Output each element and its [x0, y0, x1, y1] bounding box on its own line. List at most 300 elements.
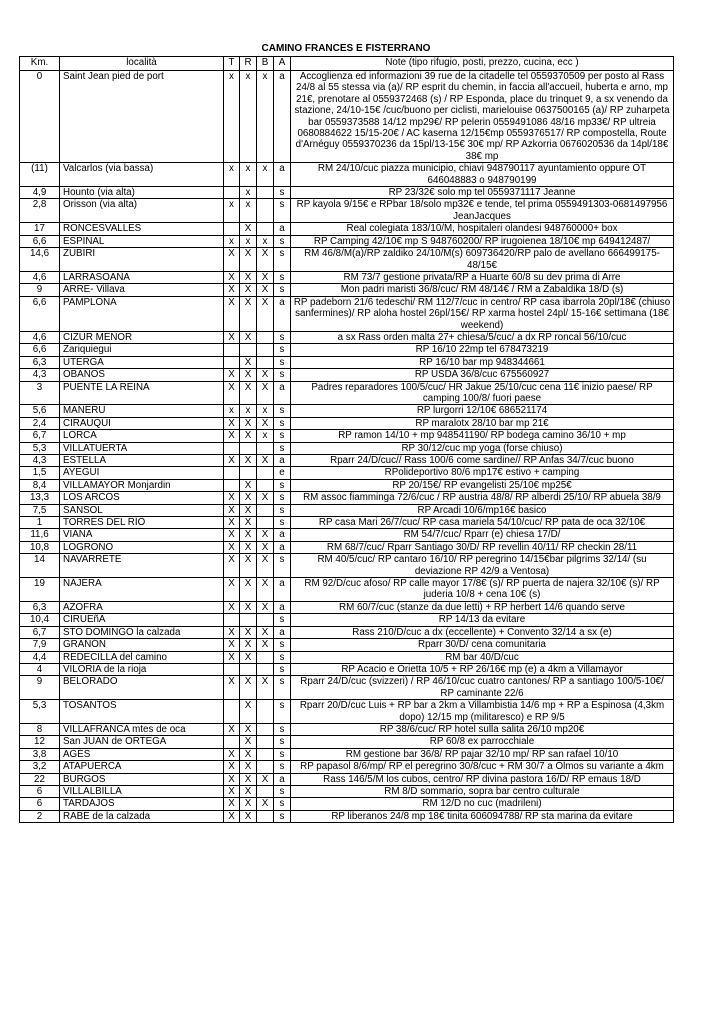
t-cell: [224, 663, 240, 675]
t-cell: [224, 736, 240, 748]
note-cell: RP casa Mari 26/7/cuc/ RP casa mariela 54/10/cuc/ RP pata de oca 32/10€: [291, 517, 674, 529]
table-row: [20, 235, 674, 247]
r-cell: x: [240, 187, 257, 199]
b-cell: x: [257, 430, 274, 442]
t-cell: X: [224, 381, 240, 405]
b-cell: [257, 223, 274, 235]
document-page: [19, 42, 673, 823]
table-row: [20, 761, 674, 773]
note-cell: Rass 146/5/M los cubos, centro/ RP divina pastora 16/D/ RP emaus 18/D: [291, 773, 674, 785]
a-cell: s: [274, 369, 291, 381]
header-localita: località: [60, 57, 224, 71]
header-r: R: [240, 57, 257, 71]
a-cell: s: [274, 639, 291, 651]
localita-cell: ATAPUERCA: [60, 761, 224, 773]
localita-cell: REDECILLA del camino: [60, 651, 224, 663]
localita-cell: VILLALBILLA: [60, 785, 224, 797]
t-cell: [224, 356, 240, 368]
r-cell: X: [240, 479, 257, 491]
r-cell: X: [240, 517, 257, 529]
document-title: CAMINO FRANCES E FISTERRANO: [261, 43, 431, 54]
header-km: Km.: [20, 57, 60, 71]
localita-cell: BELORADO: [60, 676, 224, 700]
a-cell: a: [274, 381, 291, 405]
t-cell: X: [224, 504, 240, 516]
note-cell: Accoglienza ed informazioni 39 rue de la citadelle tel 0559370509 per posto al Rass 24/8 al 55 stessa via (a)/ RP esprit du chemin, in faccia all'accueil, huberta e arno, mp 21€, prenotare al 0559372468 (s) / RP Esponda, place du trinquet 9, a sx venendo da stazione, 24/10-15€ /cuc/buono per ciclisti, marielouise 0637500165 (a)/ RP zuharpeta bar 0559373588 14/12 mp29€/ RP pelerin 0559491086 48/16 mp33€/ RP ultreia 0680884622 15/15-20€ / AC kaserna 12/15€mp 0559376517/ RP compostella, Route d'Arnéguy 0559370236 da 15pl/13-15€ 30€ mp/ RP Azkorria 0676020536 da 14pl/18€ 38€ mp: [291, 71, 674, 163]
r-cell: X: [240, 296, 257, 331]
localita-cell: Zariquiegui: [60, 344, 224, 356]
r-cell: [240, 663, 257, 675]
header-b: B: [257, 57, 274, 71]
b-cell: [257, 187, 274, 199]
r-cell: X: [240, 455, 257, 467]
localita-cell: UTERGA: [60, 356, 224, 368]
t-cell: [224, 187, 240, 199]
a-cell: s: [274, 736, 291, 748]
note-cell: RPolideportivo 80/6 mp17€ estivo + camping: [291, 467, 674, 479]
t-cell: X: [224, 785, 240, 797]
localita-cell: AZOFRA: [60, 601, 224, 613]
note-cell: RM assoc fiamminga 72/6/cuc / RP austria 48/8/ RP alberdi 25/10/ RP abuela 38/9: [291, 492, 674, 504]
table-row: [20, 578, 674, 602]
km-cell: 6,3: [20, 356, 60, 368]
t-cell: X: [224, 798, 240, 810]
km-cell: 19: [20, 578, 60, 602]
table-row: [20, 271, 674, 283]
t-cell: [224, 223, 240, 235]
b-cell: [257, 785, 274, 797]
a-cell: s: [274, 356, 291, 368]
note-cell: RP Camping 42/10€ mp S 948760200/ RP irugoienea 18/10€ mp 649412487/: [291, 235, 674, 247]
camino-table: [19, 56, 674, 823]
a-cell: s: [274, 614, 291, 626]
b-cell: X: [257, 417, 274, 429]
table-row: [20, 163, 674, 187]
localita-cell: NÁJERA: [60, 578, 224, 602]
km-cell: 1: [20, 517, 60, 529]
a-cell: s: [274, 761, 291, 773]
b-cell: X: [257, 554, 274, 578]
t-cell: x: [224, 199, 240, 223]
r-cell: x: [240, 235, 257, 247]
r-cell: X: [240, 504, 257, 516]
b-cell: [257, 663, 274, 675]
table-row: [20, 798, 674, 810]
table-row: [20, 417, 674, 429]
table-row: [20, 676, 674, 700]
b-cell: [257, 761, 274, 773]
note-cell: RM 60/7/cuc (stanze da due letti) + RP herbert 14/6 quando serve: [291, 601, 674, 613]
km-cell: 2,4: [20, 417, 60, 429]
t-cell: [224, 479, 240, 491]
note-cell: RM 40/5/cuc/ RP cantaro 16/10/ RP peregrino 14/15€bar pilgrims 32/14/ (su deviazione RP 42/9 a Ventosa): [291, 554, 674, 578]
localita-cell: LOS ARCOS: [60, 492, 224, 504]
t-cell: X: [224, 492, 240, 504]
b-cell: X: [257, 541, 274, 553]
table-row: [20, 517, 674, 529]
km-cell: 11,6: [20, 529, 60, 541]
table-row: [20, 504, 674, 516]
b-cell: [257, 736, 274, 748]
b-cell: X: [257, 271, 274, 283]
a-cell: s: [274, 798, 291, 810]
note-cell: RM 92/D/cuc afoso/ RP calle mayor 17/8€ (s)/ RP puerta de najera 32/10€ (s)/ RP juderia 10/8 + cena 10€ (s): [291, 578, 674, 602]
a-cell: s: [274, 651, 291, 663]
note-cell: RP 60/8 ex parrocchiale: [291, 736, 674, 748]
a-cell: a: [274, 223, 291, 235]
t-cell: X: [224, 271, 240, 283]
a-cell: s: [274, 785, 291, 797]
km-cell: 14: [20, 554, 60, 578]
t-cell: x: [224, 405, 240, 417]
note-cell: RM 8/D sommario, sopra bar centro culturale: [291, 785, 674, 797]
note-cell: RP maralotx 28/10 bar mp 21€: [291, 417, 674, 429]
localita-cell: BURGOS: [60, 773, 224, 785]
localita-cell: ESPINAL: [60, 235, 224, 247]
localita-cell: CIZUR MENOR: [60, 331, 224, 343]
localita-cell: RONCESVALLES: [60, 223, 224, 235]
r-cell: X: [240, 541, 257, 553]
km-cell: 4,9: [20, 187, 60, 199]
note-cell: Real colegiata 183/10/M, hospitaleri olandesi 948760000+ box: [291, 223, 674, 235]
table-row: [20, 748, 674, 760]
b-cell: [257, 614, 274, 626]
r-cell: X: [240, 248, 257, 272]
km-cell: 5,6: [20, 405, 60, 417]
b-cell: X: [257, 578, 274, 602]
note-cell: RP padeborn 21/6 tedeschi/ RM 112/7/cuc in centro/ RP casa ibarrola 20pl/18€ (chiuso sanfermines)/ RP aloha hostel 26pl/15€/ RP xarma hostel 24pl/ 15-16€ settimana (18€ weekend): [291, 296, 674, 331]
t-cell: X: [224, 748, 240, 760]
km-cell: 8: [20, 723, 60, 735]
note-cell: RP lurgorri 12/10€ 686521174: [291, 405, 674, 417]
b-cell: X: [257, 773, 274, 785]
km-cell: 4,3: [20, 455, 60, 467]
t-cell: x: [224, 163, 240, 187]
localita-cell: STO DOMINGO la calzada: [60, 626, 224, 638]
r-cell: x: [240, 199, 257, 223]
r-cell: X: [240, 773, 257, 785]
localita-cell: AGÉS: [60, 748, 224, 760]
t-cell: X: [224, 296, 240, 331]
a-cell: s: [274, 187, 291, 199]
km-cell: 22: [20, 773, 60, 785]
r-cell: x: [240, 405, 257, 417]
table-row: [20, 529, 674, 541]
km-cell: 2: [20, 810, 60, 822]
t-cell: X: [224, 417, 240, 429]
t-cell: [224, 442, 240, 454]
localita-cell: San JUAN de ORTEGA: [60, 736, 224, 748]
note-cell: RP 16/10 22mp tel 678473219: [291, 344, 674, 356]
r-cell: X: [240, 284, 257, 296]
localita-cell: AYEGUI: [60, 467, 224, 479]
table-row: [20, 614, 674, 626]
r-cell: X: [240, 748, 257, 760]
km-cell: 13,3: [20, 492, 60, 504]
t-cell: X: [224, 517, 240, 529]
b-cell: X: [257, 676, 274, 700]
t-cell: [224, 700, 240, 724]
km-cell: 6,6: [20, 235, 60, 247]
table-row: [20, 296, 674, 331]
table-row: [20, 479, 674, 491]
a-cell: s: [274, 199, 291, 223]
t-cell: X: [224, 601, 240, 613]
b-cell: [257, 517, 274, 529]
a-cell: s: [274, 331, 291, 343]
km-cell: 4,3: [20, 369, 60, 381]
km-cell: 6,7: [20, 430, 60, 442]
r-cell: X: [240, 381, 257, 405]
a-cell: s: [274, 479, 291, 491]
km-cell: 6,6: [20, 296, 60, 331]
a-cell: s: [274, 235, 291, 247]
note-cell: RP liberanos 24/8 mp 18€ tinita 606094788/ RP sta marina da evitare: [291, 810, 674, 822]
r-cell: X: [240, 626, 257, 638]
table-row: [20, 331, 674, 343]
km-cell: 8,4: [20, 479, 60, 491]
localita-cell: LORCA: [60, 430, 224, 442]
km-cell: 4,4: [20, 651, 60, 663]
a-cell: s: [274, 284, 291, 296]
note-cell: RP Acacio e Orietta 10/5 + RP 26/16€ mp (e) a 4km a Villamayor: [291, 663, 674, 675]
a-cell: s: [274, 271, 291, 283]
note-cell: RP 23/32€ solo mp tel 0559371117 Jeanne: [291, 187, 674, 199]
a-cell: a: [274, 163, 291, 187]
note-cell: RP 30/12/cuc mp yoga (forse chiuso): [291, 442, 674, 454]
note-cell: RM 46/8/M(a)/RP zaldiko 24/10/M(s) 609736420/RP palo de avellano 666499175- 48/15€: [291, 248, 674, 272]
a-cell: s: [274, 405, 291, 417]
localita-cell: GRAÑÓN: [60, 639, 224, 651]
note-cell: Rparr 30/D/ cena comunitaria: [291, 639, 674, 651]
km-cell: 5,3: [20, 700, 60, 724]
b-cell: X: [257, 529, 274, 541]
b-cell: [257, 723, 274, 735]
r-cell: X: [240, 676, 257, 700]
header-note: Note (tipo rifugio, posti, prezzo, cucina, ecc ): [291, 57, 674, 71]
table-row: [20, 492, 674, 504]
table-row: [20, 199, 674, 223]
a-cell: s: [274, 248, 291, 272]
r-cell: [240, 614, 257, 626]
b-cell: [257, 479, 274, 491]
t-cell: X: [224, 626, 240, 638]
b-cell: X: [257, 626, 274, 638]
km-cell: 2,8: [20, 199, 60, 223]
r-cell: [240, 442, 257, 454]
a-cell: a: [274, 626, 291, 638]
t-cell: [224, 467, 240, 479]
table-row: [20, 723, 674, 735]
b-cell: X: [257, 248, 274, 272]
note-cell: RP ramon 14/10 + mp 948541190/ RP bodega camino 36/10 + mp: [291, 430, 674, 442]
b-cell: [257, 810, 274, 822]
note-cell: a sx Rass orden malta 27+ chiesa/5/cuc/ a dx RP roncal 56/10/cuc: [291, 331, 674, 343]
table-row: [20, 736, 674, 748]
t-cell: X: [224, 331, 240, 343]
table-row: [20, 700, 674, 724]
km-cell: 4,6: [20, 271, 60, 283]
note-cell: RP kayola 9/15€ e RPbar 18/solo mp32€ e tende, tel prima 0559491303-0681497956 JeanJacques: [291, 199, 674, 223]
localita-cell: Saint Jean pied de port: [60, 71, 224, 163]
t-cell: X: [224, 773, 240, 785]
localita-cell: VILLAMAYOR Monjardin: [60, 479, 224, 491]
b-cell: X: [257, 455, 274, 467]
r-cell: X: [240, 430, 257, 442]
a-cell: a: [274, 71, 291, 163]
r-cell: X: [240, 798, 257, 810]
km-cell: 4,6: [20, 331, 60, 343]
localita-cell: Orisson (via alta): [60, 199, 224, 223]
t-cell: x: [224, 71, 240, 163]
localita-cell: ARRE- Villava: [60, 284, 224, 296]
a-cell: s: [274, 517, 291, 529]
r-cell: x: [240, 163, 257, 187]
r-cell: X: [240, 417, 257, 429]
km-cell: 0: [20, 71, 60, 163]
r-cell: X: [240, 331, 257, 343]
note-cell: Rass 210/D/cuc a dx (eccellente) + Convento 32/14 a sx (e): [291, 626, 674, 638]
table-row: [20, 626, 674, 638]
localita-cell: VILLATUERTA: [60, 442, 224, 454]
r-cell: X: [240, 700, 257, 724]
t-cell: X: [224, 284, 240, 296]
km-cell: 6: [20, 785, 60, 797]
r-cell: X: [240, 651, 257, 663]
note-cell: RM bar 40/D/cuc: [291, 651, 674, 663]
t-cell: X: [224, 369, 240, 381]
header-t: T: [224, 57, 240, 71]
note-cell: Mon padri maristi 36/8/cuc/ RM 48/14€ / RM a Zabaldika 18/D (s): [291, 284, 674, 296]
b-cell: X: [257, 798, 274, 810]
note-cell: Rparr 24/D/cuc (svizzeri) / RP 46/10/cuc cuatro cantones/ RP a santiago 100/5-10€/ RP caminante 22/6: [291, 676, 674, 700]
localita-cell: Hounto (via alta): [60, 187, 224, 199]
r-cell: [240, 467, 257, 479]
note-cell: RM 24/10/cuc piazza municipio, chiavi 948790117 ayuntamiento oppure OT 646048883 o 948790199: [291, 163, 674, 187]
a-cell: s: [274, 663, 291, 675]
table-row: [20, 810, 674, 822]
a-cell: s: [274, 430, 291, 442]
km-cell: 3,8: [20, 748, 60, 760]
note-cell: RP 14/13 da evitare: [291, 614, 674, 626]
localita-cell: VIANA: [60, 529, 224, 541]
a-cell: s: [274, 554, 291, 578]
km-cell: 6,7: [20, 626, 60, 638]
localita-cell: LARRASOAÑA: [60, 271, 224, 283]
note-cell: RP Arcadi 10/6/mp16€ basico: [291, 504, 674, 516]
note-cell: RM 68/7/cuc/ Rparr Santiago 30/D/ RP revellin 40/11/ RP checkin 28/11: [291, 541, 674, 553]
localita-cell: LOGROÑO: [60, 541, 224, 553]
km-cell: 6,6: [20, 344, 60, 356]
note-cell: RM 54/7/cuc/ Rparr (e) chiesa 17/D/: [291, 529, 674, 541]
table-row: [20, 651, 674, 663]
b-cell: X: [257, 296, 274, 331]
b-cell: [257, 467, 274, 479]
localita-cell: PUENTE LA REINA: [60, 381, 224, 405]
table-row: [20, 369, 674, 381]
r-cell: X: [240, 736, 257, 748]
table-row: [20, 773, 674, 785]
note-cell: RP USDA 36/8/cuc 675560927: [291, 369, 674, 381]
km-cell: 6,3: [20, 601, 60, 613]
r-cell: X: [240, 369, 257, 381]
t-cell: [224, 614, 240, 626]
a-cell: s: [274, 723, 291, 735]
table-row: [20, 356, 674, 368]
t-cell: X: [224, 541, 240, 553]
km-cell: 9: [20, 284, 60, 296]
note-cell: RM 12/D no cuc (madrileni): [291, 798, 674, 810]
a-cell: a: [274, 541, 291, 553]
note-cell: Padres reparadores 100/5/cuc/ HR Jakue 25/10/cuc cena 11€ inizio paese/ RP camping 100/8/ fuori paese: [291, 381, 674, 405]
km-cell: 7,9: [20, 639, 60, 651]
table-row: [20, 639, 674, 651]
t-cell: X: [224, 723, 240, 735]
a-cell: a: [274, 296, 291, 331]
r-cell: x: [240, 71, 257, 163]
localita-cell: TOSANTOS: [60, 700, 224, 724]
a-cell: s: [274, 748, 291, 760]
t-cell: X: [224, 554, 240, 578]
r-cell: X: [240, 785, 257, 797]
table-row: [20, 601, 674, 613]
km-cell: 14,6: [20, 248, 60, 272]
km-cell: 10,8: [20, 541, 60, 553]
t-cell: x: [224, 235, 240, 247]
localita-cell: OBANOS: [60, 369, 224, 381]
localita-cell: TORRES DEL RÍO: [60, 517, 224, 529]
note-cell: RP papasol 8/6/mp/ RP el peregrino 30/8/cuc + RM 30/7 a Olmos su variante a 4km: [291, 761, 674, 773]
a-cell: a: [274, 578, 291, 602]
header-a: A: [274, 57, 291, 71]
km-cell: 1,5: [20, 467, 60, 479]
a-cell: s: [274, 492, 291, 504]
km-cell: (11): [20, 163, 60, 187]
table-row: [20, 442, 674, 454]
table-row: [20, 467, 674, 479]
b-cell: x: [257, 405, 274, 417]
r-cell: [240, 344, 257, 356]
table-row: [20, 541, 674, 553]
a-cell: s: [274, 700, 291, 724]
note-cell: Rparr 24/D/cuc// Rass 100/6 come sardine// RP Anfas 34/7/cuc buono: [291, 455, 674, 467]
b-cell: X: [257, 369, 274, 381]
a-cell: s: [274, 344, 291, 356]
r-cell: X: [240, 492, 257, 504]
header-row: [20, 57, 674, 71]
km-cell: 9: [20, 676, 60, 700]
t-cell: X: [224, 761, 240, 773]
table-row: [20, 663, 674, 675]
r-cell: X: [240, 529, 257, 541]
table-row: [20, 455, 674, 467]
table-row: [20, 430, 674, 442]
b-cell: [257, 700, 274, 724]
b-cell: x: [257, 163, 274, 187]
table-row: [20, 405, 674, 417]
localita-cell: ZUBIRI: [60, 248, 224, 272]
localita-cell: RABÉ de la calzada: [60, 810, 224, 822]
localita-cell: SANSOL: [60, 504, 224, 516]
localita-cell: NAVARRETE: [60, 554, 224, 578]
b-cell: [257, 199, 274, 223]
b-cell: [257, 442, 274, 454]
b-cell: [257, 331, 274, 343]
r-cell: X: [240, 723, 257, 735]
table-row: [20, 71, 674, 163]
table-row: [20, 381, 674, 405]
r-cell: X: [240, 639, 257, 651]
